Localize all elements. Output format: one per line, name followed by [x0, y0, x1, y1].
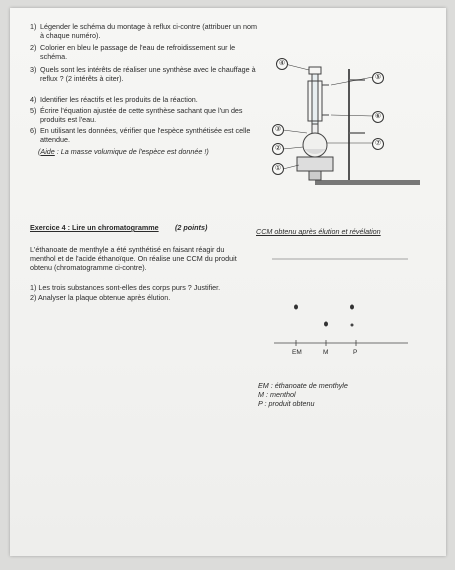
reflux-apparatus-diagram — [265, 55, 445, 190]
exercise-4-q1: 1) Les trois substances sont-elles des corps purs ? Justifier. — [30, 283, 221, 292]
ccm-lane-p: P — [353, 349, 358, 356]
legend-em: EM : éthanoate de menthyle — [258, 381, 348, 390]
exercise-4-q2: 2) Analyser la plaque obtenue après élution. — [30, 293, 171, 302]
q4-text: Identifier les réactifs et les produits de la réaction. — [40, 95, 198, 104]
aide-label: Aide — [40, 147, 55, 156]
q2-text: Colorier en bleu le passage de l'eau de refroidissement sur le schéma. — [40, 43, 236, 61]
q3-text: Quels sont les intérêts de réaliser une synthèse avec le chauffage à reflux ? (2 intérêts à citer). — [40, 65, 256, 83]
spot-m — [324, 322, 328, 327]
q6-number: 6) — [30, 126, 37, 135]
ccm-lane-m: M — [323, 349, 329, 356]
legend-m: M : menthol — [258, 390, 296, 399]
exercise-4-intro: L'éthanoate de menthyle a été synthétisé en faisant réagir du menthol et de l'acide éthanoïque. On réalise une CCM du produit obtenu (chromatogramme ci-contre). — [30, 245, 237, 272]
spot-em — [294, 305, 298, 310]
legend-p: P : produit obtenu — [258, 399, 315, 408]
q2-number: 2) — [30, 43, 37, 52]
schema-label-6: ⑥ — [372, 111, 384, 123]
exercise-4-heading: Exercice 4 : Lire un chromatogramme — [30, 223, 159, 232]
schema-label-7: ⑦ — [372, 138, 384, 150]
q1-text: Légender le schéma du montage à reflux ci-contre (attribuer un nom à chaque numéro). — [40, 22, 257, 40]
schema-label-1: ① — [272, 163, 284, 175]
q5-text: Écrire l'équation ajustée de cette synthèse sachant que l'un des produits est l'eau. — [40, 106, 243, 124]
q6-text: En utilisant les données, vérifier que l'espèce synthétisée est celle attendue. — [40, 126, 251, 144]
spot-p-upper — [350, 305, 354, 310]
q5-number: 5) — [30, 106, 37, 115]
aide-text: : La masse volumique de l'espèce est donnée !) — [54, 147, 209, 156]
q3-number: 3) — [30, 65, 37, 74]
schema-label-4: ④ — [276, 58, 288, 70]
ccm-lane-em: EM — [292, 349, 302, 356]
schema-label-2: ② — [272, 143, 284, 155]
ccm-title: CCM obtenu après élution et révélation — [256, 227, 381, 236]
schema-label-5: ⑤ — [372, 72, 384, 84]
q4-number: 4) — [30, 95, 37, 104]
q1-number: 1) — [30, 22, 37, 31]
exercise-4-points: (2 points) — [175, 223, 208, 232]
ccm-plate — [268, 255, 418, 365]
spot-p-lower — [351, 324, 354, 327]
exercise-4-title — [30, 223, 159, 232]
aide-note: (Aide : La masse volumique de l'espèce est donnée !) — [38, 147, 209, 156]
schema-label-3: ③ — [272, 124, 284, 136]
